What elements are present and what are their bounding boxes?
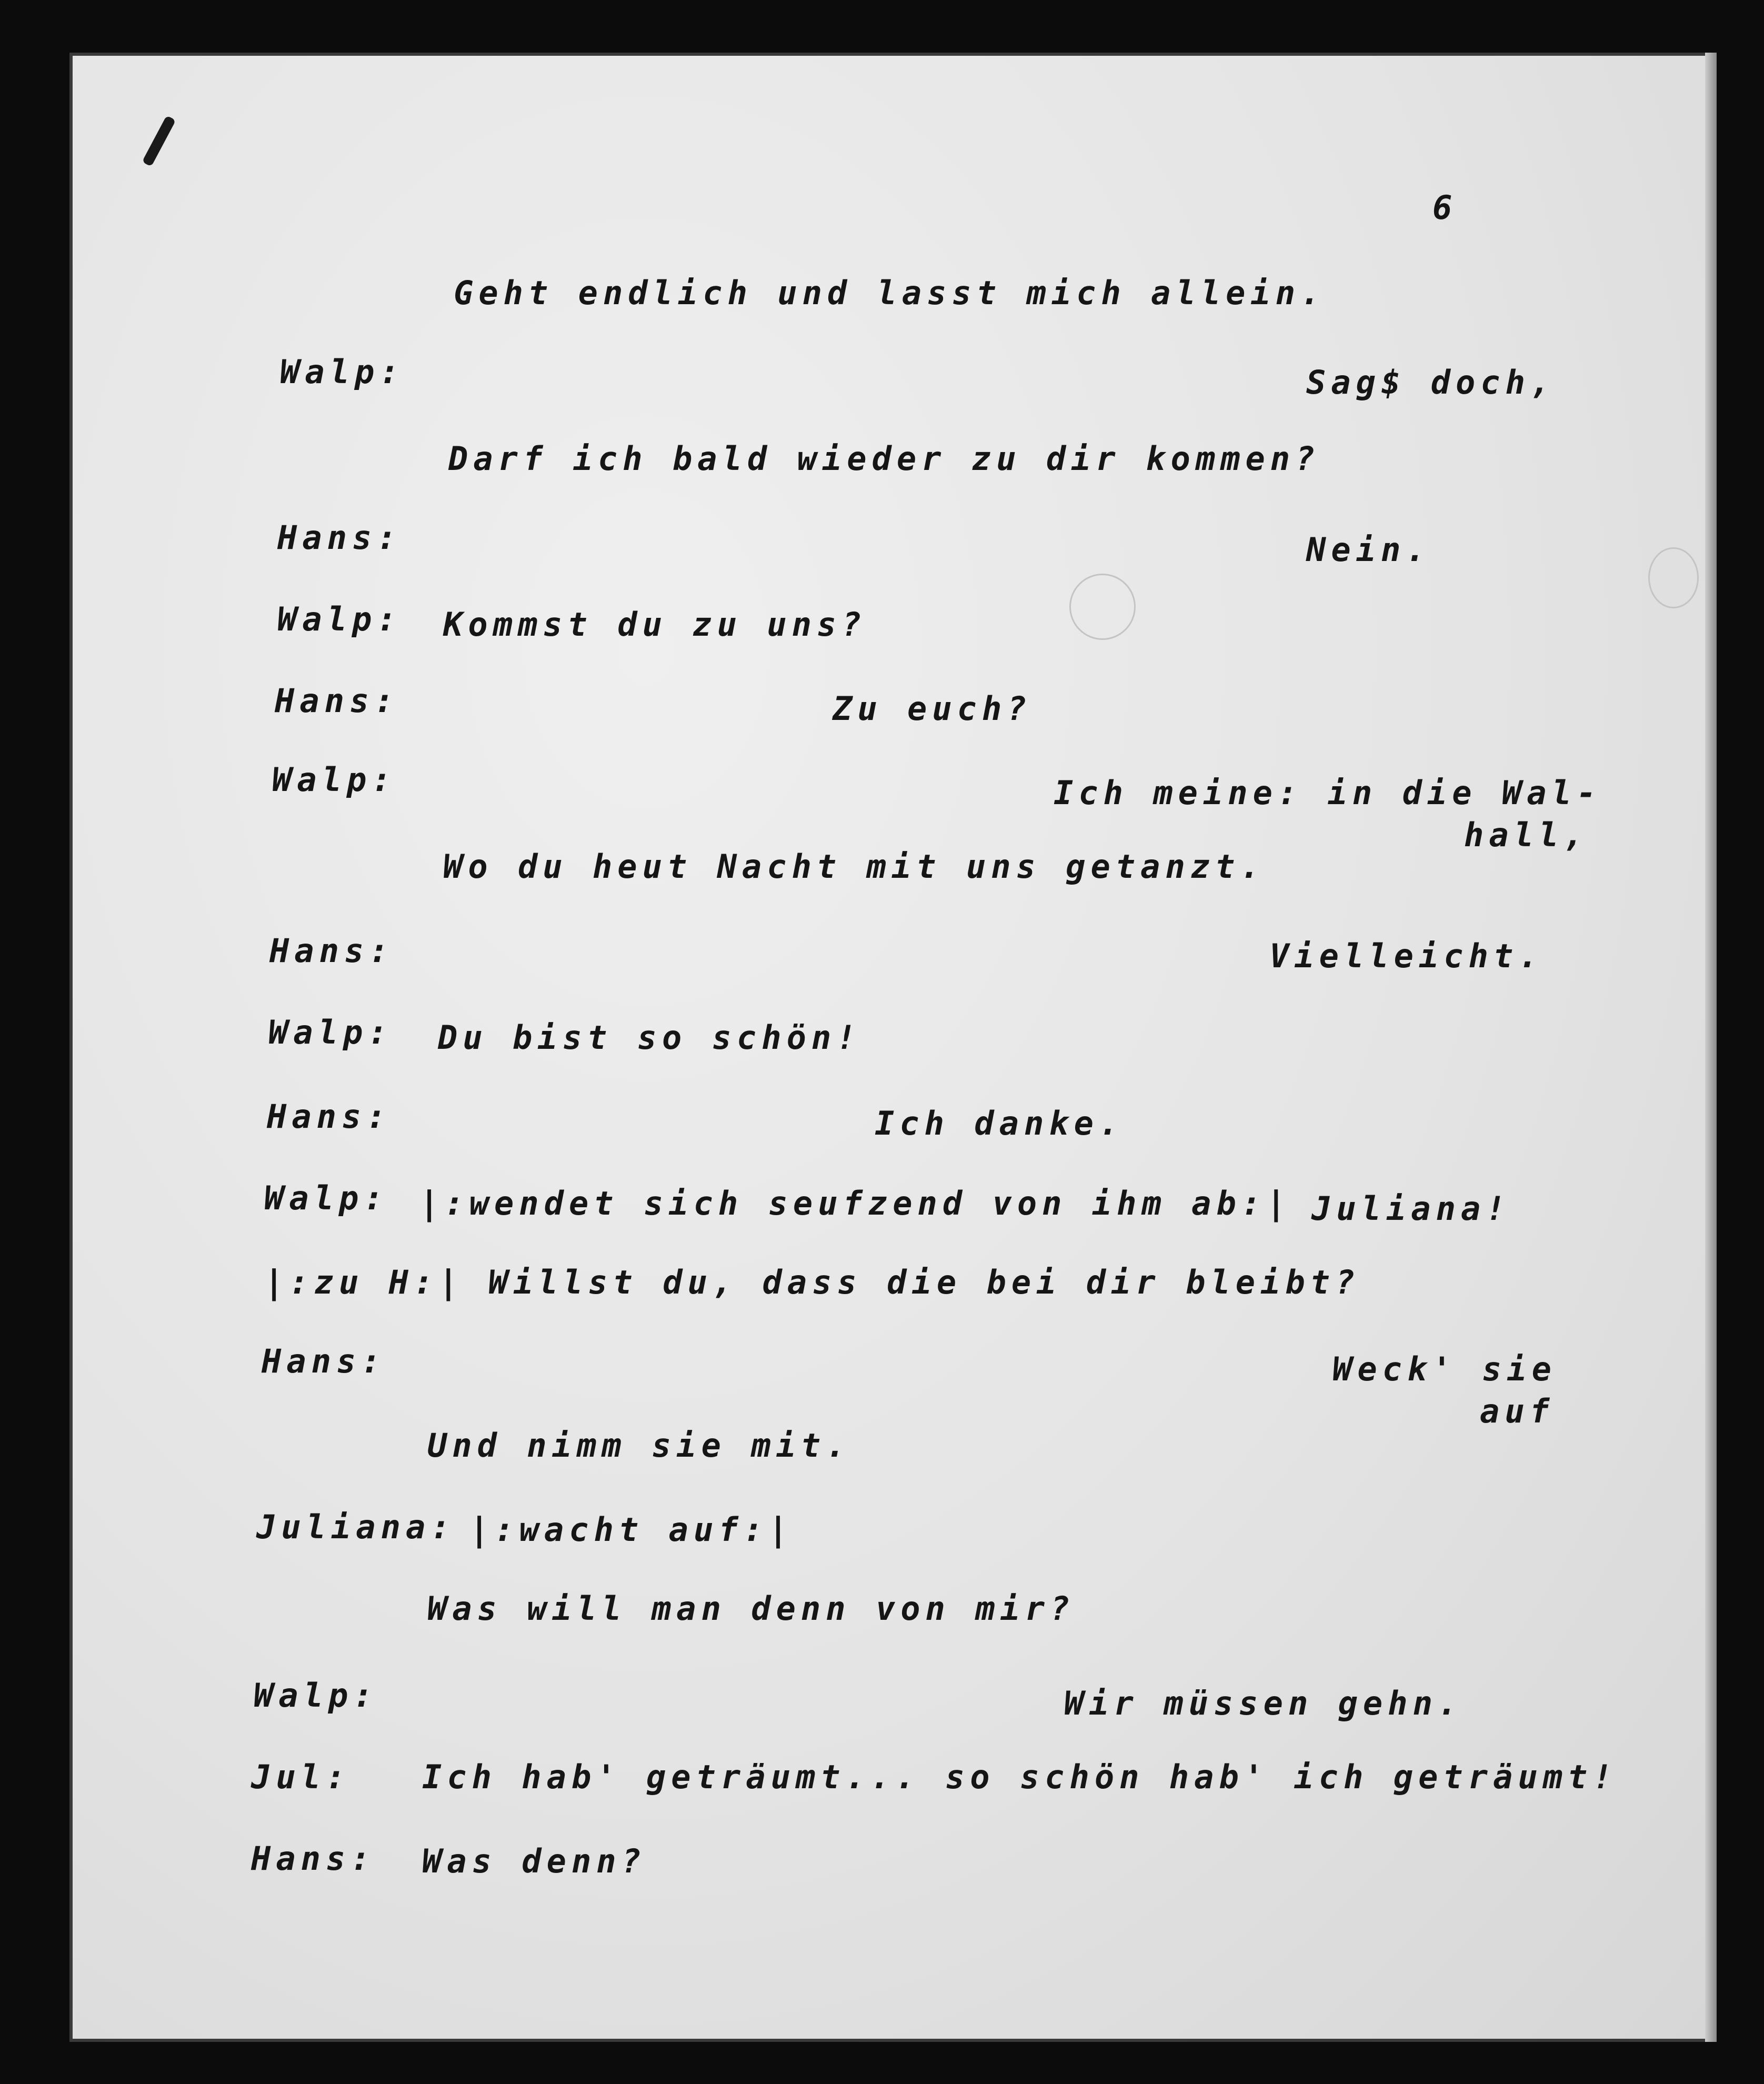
line-13: |:zu H:| Willst du, dass die bei dir bleibt? [264,1263,1360,1301]
line-19-text: Ich hab' geträumt... so schön hab' ich geträumt! [422,1758,1618,1796]
line-5-text: Kommst du zu uns? [443,605,867,644]
line-9-text: Vielleicht. [1269,937,1544,975]
line-11-text: Ich danke. [875,1104,1124,1143]
line-14-text: Weck' sie [1332,1350,1557,1388]
speaker-walp: Walp: [277,600,402,638]
typewritten-page [69,53,1717,2042]
speaker-walp: Walp: [272,760,397,799]
speaker-walp: Walp: [264,1179,389,1217]
line-10-text: Du bist so schön! [438,1018,861,1057]
speaker-juliana: Juliana: [256,1508,456,1546]
line-14-continuation: auf [1480,1392,1555,1430]
line-12-direction: |:wendet sich seufzend von ihm ab:| [419,1184,1291,1223]
speaker-walp: Walp: [254,1676,378,1715]
line-4-text: Nein. [1306,530,1431,569]
line-17: Was will man denn von mir? [427,1589,1075,1628]
speaker-hans: Hans: [267,1097,392,1136]
line-3: Darf ich bald wieder zu dir kommen? [448,439,1320,478]
speaker-jul: Jul: [251,1758,351,1796]
speaker-hans: Hans: [269,931,394,970]
stain-circle [1069,574,1136,640]
line-7-continuation: hall, [1464,816,1589,854]
speaker-hans: Hans: [251,1839,376,1878]
line-8: Wo du heut Nacht mit uns getanzt. [443,847,1265,886]
stain-circle [1648,547,1699,608]
line-7-text: Ich meine: in die Wal- [1054,774,1602,812]
line-2-text: Sag$ doch, [1306,363,1556,402]
page-number: 6 [1432,188,1458,227]
line-16-direction: |:wacht auf:| [469,1510,794,1549]
ink-mark [142,115,176,167]
speaker-walp: Walp: [280,353,405,391]
speaker-hans: Hans: [262,1342,386,1380]
line-6-text: Zu euch? [833,689,1032,728]
paper-edge [1705,53,1717,2042]
line-1: Geht endlich und lasst mich allein. [454,274,1326,312]
line-18-text: Wir müssen gehn. [1064,1684,1463,1722]
line-12-end: Juliana! [1311,1189,1511,1228]
speaker-hans: Hans: [275,682,399,720]
line-20-text: Was denn? [422,1842,646,1880]
speaker-hans: Hans: [277,518,402,557]
line-15: Und nimm sie mit. [427,1426,851,1465]
speaker-walp: Walp: [268,1013,393,1051]
